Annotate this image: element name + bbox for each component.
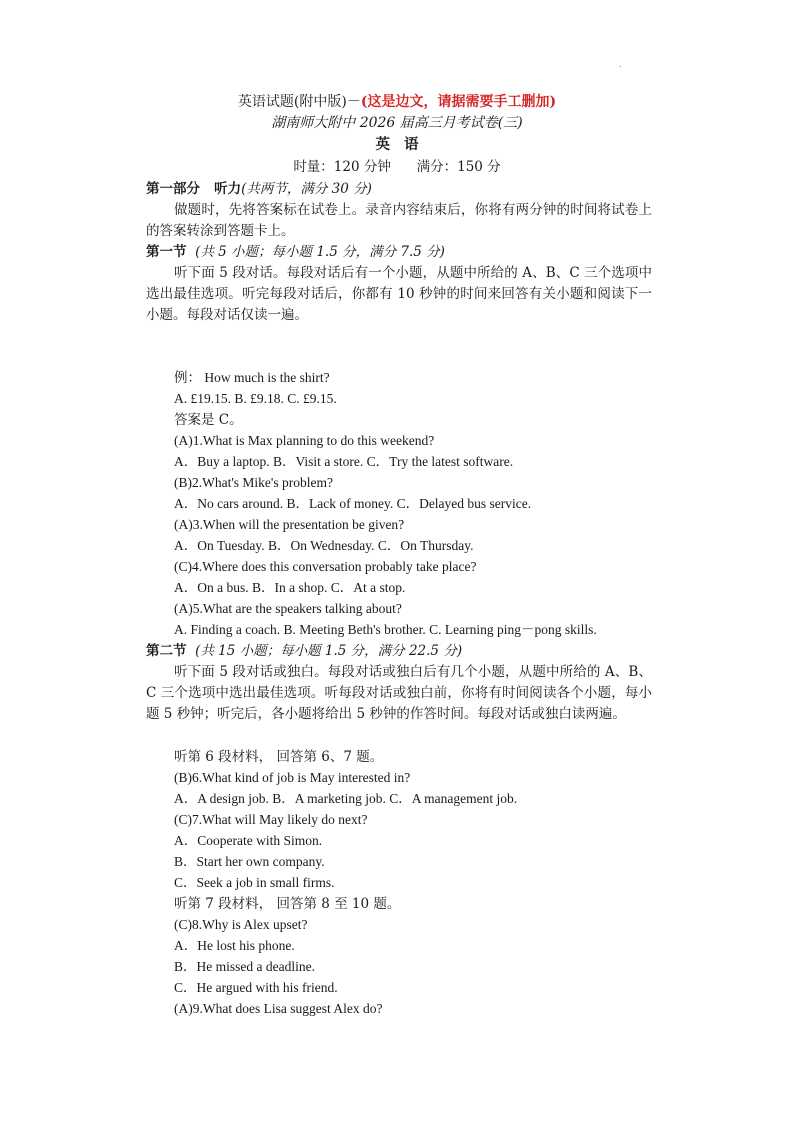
exam-title-main: 英语试题(附中版)－ [237, 94, 361, 110]
question-5: (A)5.What are the speakers talking about? [174, 601, 402, 616]
section2-heading-title: 第二节 [146, 643, 187, 659]
question-2: (B)2.What's Mike's problem? [174, 475, 333, 490]
example-options: A. £19.15. B. £9.18. C. £9.15. [174, 391, 337, 406]
part1-instruction: 做题时，先将答案标在试卷上。录音内容结束后，你将有两分钟的时间将试卷上的答案转涂到答题卡上。 [146, 202, 652, 239]
school-line: 湖南师大附中 2026 届高三月考试卷(三) [271, 115, 523, 131]
section2-heading [146, 641, 666, 661]
question-3: (A)3.When will the presentation be given? [174, 517, 405, 532]
question-8: (C)8.Why is Alex upset? [174, 917, 308, 932]
section1-instruction: 听下面 5 段对话。每段对话后有一个小题，从题中所给的 A、B、C 三个选项中选出最佳选项。听完每段对话后，你都有 10 秒钟的时间来回答有关小题和阅读下一小题。每段对话仅读一遍。 [146, 265, 652, 323]
question-8-option-a: A．He lost his phone. [174, 938, 295, 953]
question-7-option-a: A．Cooperate with Simon. [174, 833, 323, 848]
question-7-option-b: B．Start her own company. [174, 854, 325, 869]
question-4-options: A．On a bus. B．In a shop. C．At a stop. [174, 580, 406, 595]
time-score: 时量：120 分钟 满分：150 分 [293, 159, 501, 175]
question-3-options: A．On Tuesday. B．On Wednesday. C．On Thursday. [174, 538, 474, 553]
question-9: (A)9.What does Lisa suggest Alex do? [174, 1001, 383, 1016]
question-7-option-c: C．Seek a job in small firms. [174, 875, 335, 890]
part1-heading [146, 179, 666, 199]
question-6-options: A．A design job. B．A marketing job. C．A management job. [174, 791, 518, 806]
part1-heading-meta: (共两节，满分 30 分) [241, 181, 372, 197]
material-7-note: 听第 7 段材料， 回答第 8 至 10 题。 [174, 896, 401, 912]
section1-heading-title: 第一节 [146, 244, 187, 260]
question-1-options: A．Buy a laptop. B．Visit a store. C．Try the latest software. [174, 454, 514, 469]
question-5-options: A. Finding a coach. B. Meeting Beth's brother. C. Learning ping－pong skills. [174, 622, 597, 637]
question-7: (C)7.What will May likely do next? [174, 812, 368, 827]
material-6-note: 听第 6 段材料， 回答第 6、7 题。 [174, 749, 384, 765]
section2-instruction: 听下面 5 段对话或独白。每段对话或独白后有几个小题，从题中所给的 A、B、C 三个选项中选出最佳选项。听每段对话或独白前，你将有时间阅读各个小题，每小题 5 秒钟；听完后，各小题将给出 5 秒钟的作答时间。每段对话或独白读两遍。 [146, 664, 652, 722]
example-answer: 答案是 C。 [174, 412, 243, 428]
example-question: 例： How much is the shirt? [174, 370, 330, 385]
part1-heading-title: 第一部分 听力 [146, 181, 242, 197]
question-8-option-c: C．He argued with his friend. [174, 980, 338, 995]
question-6: (B)6.What kind of job is May interested in? [174, 770, 411, 785]
section2-heading-meta: (共 15 小题；每小题 1.5 分，满分 22.5 分) [195, 643, 463, 659]
edit-note: (这是边文，请据需要手工删加) [360, 94, 557, 110]
question-8-option-b: B．He missed a deadline. [174, 959, 315, 974]
question-1: (A)1.What is Max planning to do this weekend? [174, 433, 435, 448]
subject-title: 英语 [375, 136, 433, 153]
question-4: (C)4.Where does this conversation probably take place? [174, 559, 477, 574]
corner-mark: . [619, 60, 622, 69]
exam-title [0, 92, 794, 112]
question-2-options: A．No cars around. B．Lack of money. C．Delayed bus service. [174, 496, 532, 511]
section1-heading-meta: (共 5 小题；每小题 1.5 分，满分 7.5 分) [195, 244, 445, 260]
section1-heading [146, 242, 666, 262]
